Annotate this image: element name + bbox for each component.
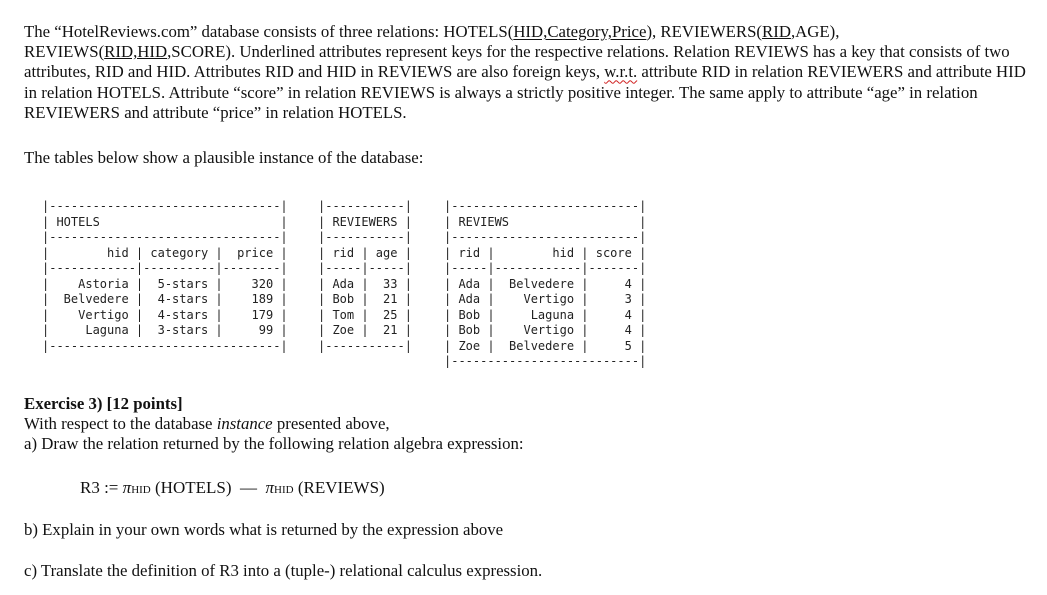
database-description (24, 22, 1029, 123)
reviewers-table: |-----------| | REVIEWERS | |-----------| | rid | age | |-----|-----| | Ada | 33 | | Bob | 21 | | Tom | 25 | | Zoe | 21 | |-----------| (318, 199, 412, 353)
reviews-key-attributes: RID,HID (104, 42, 168, 62)
expr-operand-hotels: (HOTELS) (155, 478, 232, 497)
difference-operator: — (239, 478, 257, 497)
intro-text: The “HotelReviews.com” database consists of three relations: HOTELS( (24, 22, 514, 41)
intro-text: ), REVIEWERS( (646, 22, 763, 41)
projection-subscript: HID (131, 484, 151, 496)
wrt-abbreviation: w.r.t. (604, 62, 638, 82)
projection-symbol: π (122, 478, 132, 497)
intro-text: ,SCORE). Underlined attributes represent keys for the respective relations. Relation REVIEWS has a key that consists of two attributes, RID and HID. Attributes RID and HID in REVIEWS are also foreign keys, (24, 42, 1010, 82)
question-b: b) Explain in your own words what is returned by the expression above (24, 520, 504, 539)
question-c: c) Translate the definition of R3 into a (tuple-) relational calculus expression. (24, 561, 543, 580)
projection-symbol: π (265, 478, 275, 497)
intro-text: attribute RID in relation REVIEWERS and attribute HID in relation HOTELS. Attribute “score” in relation REVIEWS is always a strictly positive integer. The same apply to attribute “age” in relation REVIEWERS and attribute “price” in relation HOTELS. (24, 62, 1026, 122)
exercise-intro-emphasis: instance (216, 414, 273, 433)
intro-text: ,AGE), REVIEWS( (24, 22, 840, 62)
tables-intro: The tables below show a plausible instance of the database: (24, 148, 424, 167)
expr-lhs: R3 := (80, 478, 119, 497)
exercise-intro-text: presented above, (272, 414, 390, 433)
relational-algebra-expression (80, 478, 385, 498)
projection-subscript: HID (274, 484, 294, 496)
expr-operand-reviews: (REVIEWS) (297, 478, 385, 497)
exercise-intro-text: With respect to the database (24, 414, 217, 433)
reviewers-key-attribute: RID (762, 22, 791, 41)
exercise-intro (24, 414, 390, 434)
exercise-title: Exercise 3) [12 points] (24, 394, 183, 413)
hotels-table: |--------------------------------| | HOTELS | |--------------------------------| | hid | category | price | |------------|----------|--------| | Astoria | 5-stars | 320 | | Belvedere | 4-stars | 189 | | Vertigo | 4-stars | 179 | | Laguna | 3-stars | 99 | |--------------------------------| (42, 199, 288, 353)
reviews-table: |--------------------------| | REVIEWS | |--------------------------| | rid | hid | score | |-----|------------|-------| | Ada | Belvedere | 4 | | Ada | Vertigo | 3 | | Bob | Laguna | 4 | | Bob | Vertigo | 4 | | Zoe | Belvedere | 5 | |--------------------------| (444, 199, 647, 368)
question-a: a) Draw the relation returned by the following relation algebra expression: (24, 434, 524, 453)
hotels-key-attributes: HID,Category,Price (513, 22, 647, 41)
